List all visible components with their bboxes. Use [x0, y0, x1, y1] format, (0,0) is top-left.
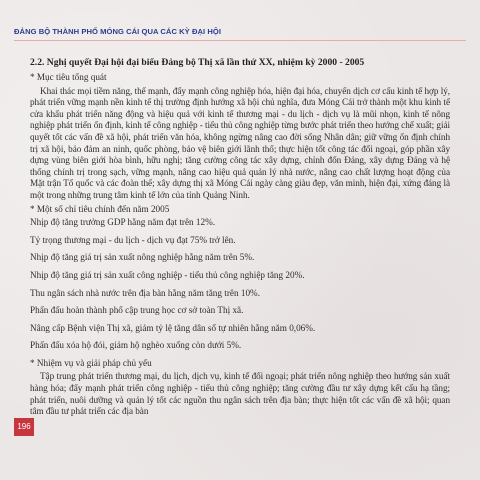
running-header: ĐẢNG BỘ THÀNH PHỐ MÓNG CÁI QUA CÁC KỲ ĐẠI HỘI: [14, 27, 221, 36]
target-item: Phấn đấu xóa hộ đói, giảm hộ nghèo xuống còn dưới 5%.: [30, 340, 242, 351]
target-item: Nâng cấp Bệnh viện Thị xã, giảm tỷ lệ tăng dân số tự nhiên hằng năm 0,06%.: [30, 322, 316, 333]
targets-list: [30, 217, 450, 352]
page-number-badge: 196: [14, 418, 34, 436]
target-item: Nhịp độ tăng giá trị sản xuất nông nghiệp hằng năm trên 5%.: [30, 252, 255, 263]
tasks-paragraph: Tập trung phát triển thương mại, du lịch, dịch vụ, kinh tế đối ngoại; phát triển nông nghiệp theo hướng sản xuất hàng hóa; đẩy mạnh phát triển công nghiệp - tiểu thủ công nghiệp; tăng cường đầu tư xây dựng kết cấu hạ tầng; phát triển, nuôi dưỡng và quản lý tốt các nguồn thu ngân sách trên địa bàn; thực hiện tốt các vấn đề xã hội; quan tâm đầu tư phát triển các địa bàn: [30, 371, 450, 417]
header-divider: [14, 40, 466, 41]
section-title: 2.2. Nghị quyết Đại hội đại biểu Đảng bộ Thị xã lần thứ XX, nhiệm kỳ 2000 - 2005: [30, 57, 365, 68]
target-item: Tỷ trọng thương mại - du lịch - dịch vụ đạt 75% trở lên.: [30, 234, 236, 245]
page-content: [30, 53, 450, 420]
target-item: Thu ngân sách nhà nước trên địa bàn hằng năm tăng trên 10%.: [30, 287, 261, 298]
targets-heading: * Một số chỉ tiêu chính đến năm 2005: [30, 203, 170, 214]
target-item: Nhịp độ tăng trưởng GDP hằng năm đạt trên 12%.: [30, 217, 216, 228]
goals-paragraph: Khai thác mọi tiềm năng, thế mạnh, đẩy mạnh công nghiệp hóa, hiện đại hóa, chuyển dịch cơ cấu kinh tế hợp lý, phát triển vững mạnh nền kinh tế thị trường định hướng xã hội chủ nghĩa, đưa Móng Cái trở thành một khu kinh tế cửa khẩu phát triển năng động và hiệu quả với kinh tế thương mại - du lịch - dịch vụ là mũi nhọn, kinh tế nông nghiệp phát triển ổn định, kinh tế công nghiệp - tiểu thủ công nghiệp từng bước phát triển theo hướng chế xuất; giải quyết tốt các vấn đề xã hội, phát triển văn hóa, không ngừng nâng cao đời sống Nhân dân; giữ vững ổn định chính trị xã hội, bảo đảm an ninh, quốc phòng, bảo vệ biên giới lãnh thổ; thực hiện tốt công tác đối ngoại, góp phần xây dựng vùng biên giới hòa bình, hữu nghị; tăng cường công tác xây dựng, chỉnh đốn Đảng, xây dựng Đảng và hệ thống chính trị trong sạch, vững mạnh, nâng cao hiệu quả quản lý nhà nước, nâng cao chất lượng hoạt động của Mặt trận Tổ quốc và các đoàn thể; xây dựng thị xã Móng Cái ngày càng giàu đẹp, văn minh, hiện đại, xứng đáng là một trong những trung tâm kinh tế lớn của tỉnh Quảng Ninh.: [30, 85, 450, 200]
target-item: Phấn đấu hoàn thành phổ cập trung học cơ sở toàn Thị xã.: [30, 305, 244, 316]
tasks-heading: * Nhiệm vụ và giải pháp chủ yếu: [30, 357, 152, 368]
target-item: Nhịp độ tăng giá trị sản xuất công nghiệp - tiểu thủ công nghiệp tăng 20%.: [30, 269, 305, 280]
goals-heading: * Mục tiêu tổng quát: [30, 72, 107, 82]
